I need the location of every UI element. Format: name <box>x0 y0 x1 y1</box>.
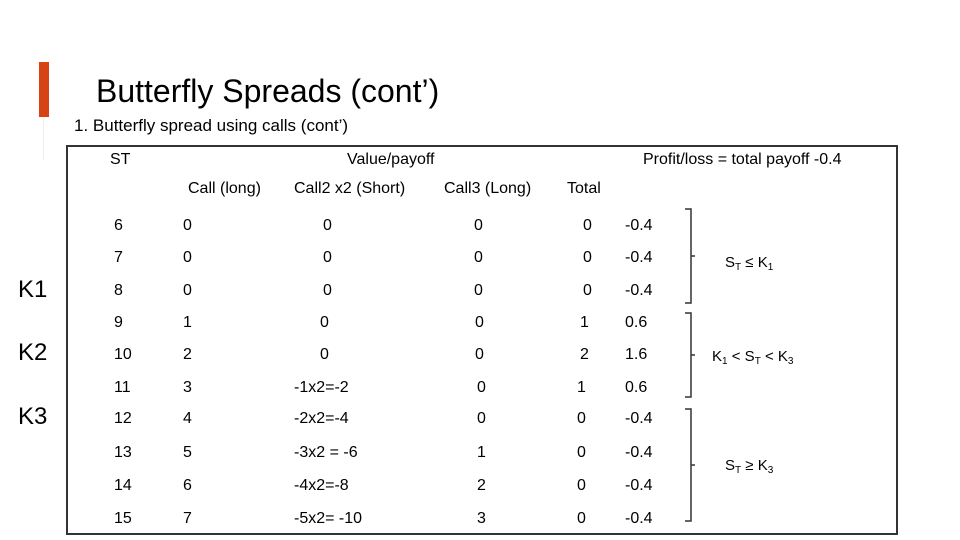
cell-call-long: 0 <box>183 217 192 234</box>
cell-profit-loss: 1.6 <box>625 346 648 363</box>
subheader-call-long: Call (long) <box>188 180 261 197</box>
cell-profit-loss: 0.6 <box>625 379 648 396</box>
cell-call-long: 2 <box>183 346 192 363</box>
cell-st: 11 <box>114 379 131 396</box>
cell-profit-loss: -0.4 <box>625 410 653 427</box>
cell-call2-short: -3x2 = -6 <box>294 444 358 461</box>
cell-st: 9 <box>114 314 123 331</box>
strike-label-k1: K1 <box>18 276 48 303</box>
header-value-payoff: Value/payoff <box>347 151 435 168</box>
cell-call3-long: 0 <box>474 282 483 299</box>
strike-label-k3: K3 <box>18 403 48 430</box>
cell-total: 0 <box>577 477 586 494</box>
header-profit-loss: Profit/loss = total payoff -0.4 <box>643 151 842 168</box>
cell-total: 1 <box>580 314 589 331</box>
subheader-total: Total <box>567 180 601 197</box>
subheader-call2-short: Call2 x2 (Short) <box>294 180 406 197</box>
cell-call2-short: 0 <box>323 217 332 234</box>
range-label-k1-lt-st-lt-k3: $K_1 < S_T < K_3$ <box>712 348 794 367</box>
cell-total: 1 <box>577 379 586 396</box>
brace-mid-range <box>684 312 696 398</box>
cell-st: 7 <box>114 249 123 266</box>
cell-call-long: 0 <box>183 249 192 266</box>
cell-call3-long: 0 <box>474 217 483 234</box>
cell-call3-long: 3 <box>477 510 486 527</box>
strike-label-k2: K2 <box>18 339 48 366</box>
cell-call3-long: 1 <box>477 444 486 461</box>
cell-call-long: 0 <box>183 282 192 299</box>
cell-st: 6 <box>114 217 123 234</box>
cell-st: 8 <box>114 282 123 299</box>
cell-st: 10 <box>114 346 132 363</box>
cell-call3-long: 2 <box>477 477 486 494</box>
cell-profit-loss: -0.4 <box>625 282 653 299</box>
brace-high-range <box>684 408 696 522</box>
cell-profit-loss: 0.6 <box>625 314 648 331</box>
cell-call3-long: 0 <box>475 314 484 331</box>
cell-call2-short: -5x2= -10 <box>294 510 363 527</box>
cell-total: 0 <box>577 510 586 527</box>
cell-total: 0 <box>577 410 586 427</box>
cell-st: 15 <box>114 510 132 527</box>
cell-call-long: 4 <box>183 410 192 427</box>
cell-call2-short: -1x2=-2 <box>294 379 349 396</box>
cell-total: 0 <box>583 282 592 299</box>
accent-line <box>43 118 44 160</box>
cell-profit-loss: -0.4 <box>625 444 653 461</box>
cell-call2-short: 0 <box>320 314 329 331</box>
cell-total: 0 <box>577 444 586 461</box>
brace-low-range <box>684 208 696 304</box>
cell-st: 12 <box>114 410 132 427</box>
cell-call2-short: -4x2=-8 <box>294 477 349 494</box>
cell-profit-loss: -0.4 <box>625 217 653 234</box>
cell-call-long: 3 <box>183 379 192 396</box>
cell-profit-loss: -0.4 <box>625 510 653 527</box>
cell-call3-long: 0 <box>474 249 483 266</box>
cell-call-long: 6 <box>183 477 192 494</box>
cell-profit-loss: -0.4 <box>625 477 653 494</box>
cell-call3-long: 0 <box>477 379 486 396</box>
cell-call2-short: 0 <box>323 249 332 266</box>
slide-title: Butterfly Spreads (cont’) <box>96 73 440 109</box>
cell-call3-long: 0 <box>475 346 484 363</box>
cell-call-long: 7 <box>183 510 192 527</box>
range-label-st-ge-k3: $S_T \ge K_3$ <box>725 457 774 476</box>
cell-total: 0 <box>583 217 592 234</box>
range-label-st-le-k1: $S_T \le K_1$ <box>725 254 774 273</box>
cell-st: 14 <box>114 477 132 494</box>
cell-call2-short: 0 <box>320 346 329 363</box>
cell-st: 13 <box>114 444 132 461</box>
header-st: ST <box>110 151 131 168</box>
subheader-call3-long: Call3 (Long) <box>444 180 532 197</box>
cell-call3-long: 0 <box>477 410 486 427</box>
cell-total: 0 <box>583 249 592 266</box>
cell-profit-loss: -0.4 <box>625 249 653 266</box>
cell-call2-short: 0 <box>323 282 332 299</box>
slide-subtitle: 1. Butterfly spread using calls (cont’) <box>74 116 349 135</box>
cell-call2-short: -2x2=-4 <box>294 410 349 427</box>
cell-total: 2 <box>580 346 589 363</box>
cell-call-long: 1 <box>183 314 192 331</box>
cell-call-long: 5 <box>183 444 192 461</box>
accent-bar <box>39 62 49 117</box>
